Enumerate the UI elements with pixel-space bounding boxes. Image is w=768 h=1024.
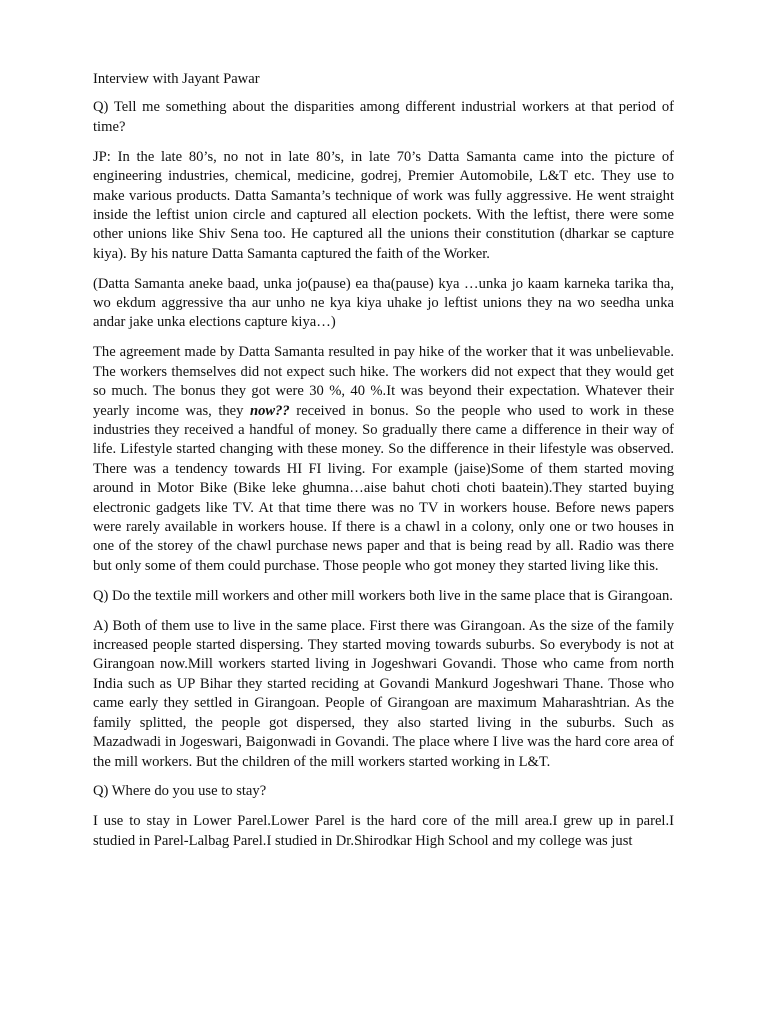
answer-datta-samanta: JP: In the late 80’s, no not in late 80’s, in late 70’s Datta Samanta came into the picture of engineering industries, chemical, medicine, godrej, Premier Automobile, L&T etc. They use to make various products. Datta Samanta’s technique of work was fully aggressive. He went straight inside the leftist union circle and captured all election pockets. With the leftist, there were some other unions like Shiv Sena too. He captured all the unions their constitution (dharkar se capture kiya). By his nature Datta Samanta captured the faith of the Worker. <box>93 148 674 262</box>
answer-agreement <box>93 343 674 576</box>
answer-girangoan: A) Both of them use to live in the same place. First there was Girangoan. As the size of the family increased people started dispersing. They started moving towards suburbs. So everybody is not at Girangoan now.Mill workers started living in Jogeshwari Govandi. Those who came from north India such as UP Bihar they started reciding at Govandi Mankurd Jogeshwari Thane. Those who came early they settled in Girangoan. People of Girangoan are maximum Maharashtrian. As the family splitted, the people got dispersed, they also started living in the suburbs. Such as Mazadwadi in Jogeswari, Baigonwadi in Govandi. The place where I live was the hard core area of the mill workers. But the children of the mill workers started working in L&T. <box>93 617 674 770</box>
question-stay: Q) Where do you use to stay? <box>93 783 267 800</box>
question-disparities: Q) Tell me something about the disparities among different industrial workers at that period of time? <box>93 99 674 135</box>
answer-lower-parel: I use to stay in Lower Parel.Lower Parel is the hard core of the mill area.I grew up in parel.I studied in Parel-Lalbag Parel.I studied in Dr.Shirodkar High School and my college was just <box>93 813 674 849</box>
hindi-transcript: (Datta Samanta aneke baad, unka jo(pause) ea tha(pause) kya …unka jo kaam karneka tarika tha, wo ekdum aggressive tha aur unho ne kya kiya uhake jo leftist unions they na wo seedha unka andar jake unka elections capture kiya…) <box>93 275 674 331</box>
agreement-text-before: The agreement made by Datta Samanta resulted in pay hike of the worker that it was unbelievable. The workers themselves did not expect such hike. The workers did not expect that they would get so much. The bonus they got were 30 %, 40 %.It was beyond their expectation. Whatever their yearly income was, they <box>93 344 674 419</box>
question-living-place: Q) Do the textile mill workers and other mill workers both live in the same place that is Girangoan. <box>93 587 673 604</box>
agreement-text-after: received in bonus. So the people who used to work in these industries they received a handful of money. So gradually there came a difference in their way of life. Lifestyle started changing with these money. So the difference in their lifestyle was observed. There was a tendency towards HI FI living. For example (jaise)Some of them started moving around in Motor Bike (Bike leke ghumna…aise bahut choti choti baatein).They started buying electronic gadgets like TV. At that time there was no TV in workers house. Before news papers were rarely available in workers house. If there is a chawl in a colony, only one or two houses in one of the storey of the chawl purchase news paper and that is being read by all. Radio was there but only some of them could purchase. Those people who got money they started living like this. <box>93 402 674 574</box>
document-title: Interview with Jayant Pawar <box>93 71 260 87</box>
agreement-emphasis: now?? <box>249 402 290 419</box>
